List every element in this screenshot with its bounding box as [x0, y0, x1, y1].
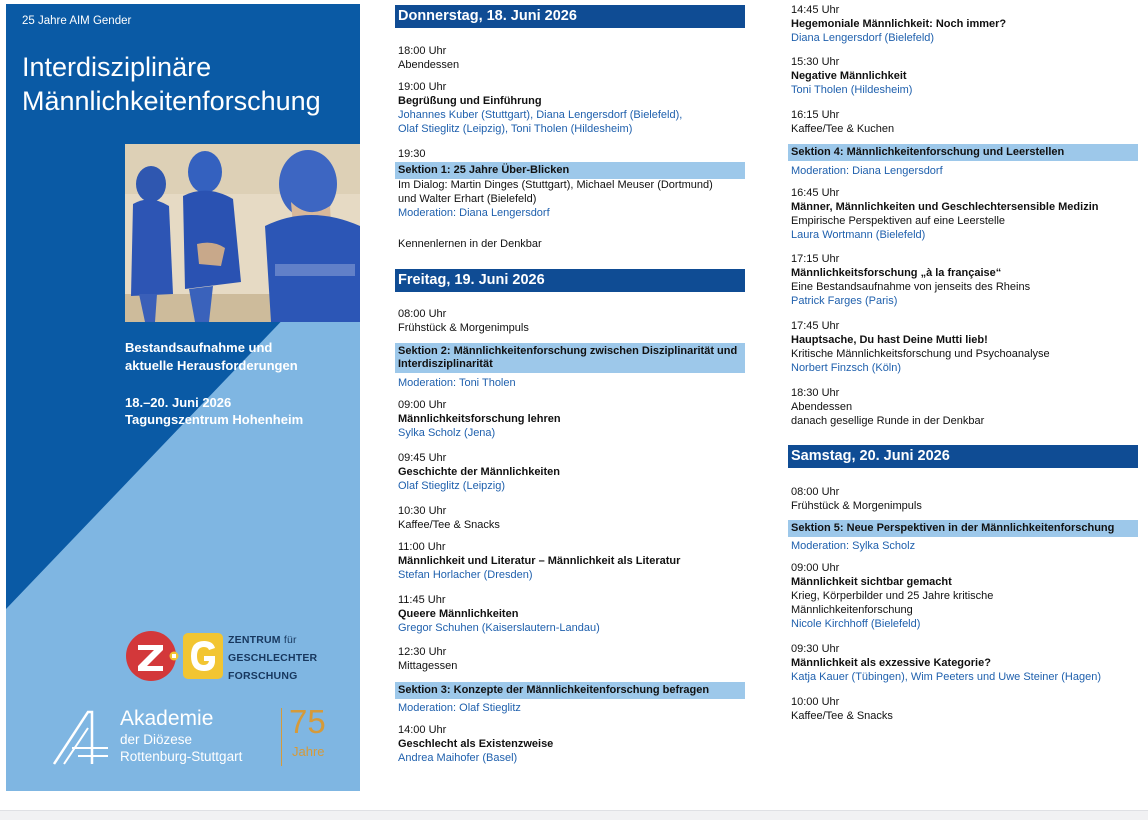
cover-title-line2: Männlichkeitenforschung	[22, 86, 321, 116]
event-text: Krieg, Körperbilder und 25 Jahre kritische	[791, 590, 994, 602]
akademie-line2: der Diözese	[120, 732, 193, 747]
event-time: 10:30 Uhr	[398, 505, 447, 517]
cover-location: Tagungszentrum Hohenheim	[125, 412, 304, 427]
event-time: 17:15 Uhr	[791, 253, 840, 265]
section-header-4: Sektion 4: Männlichkeitenforschung und Leerstellen	[788, 144, 1138, 161]
event-speaker: Patrick Farges (Paris)	[791, 295, 898, 307]
event-title: Hauptsache, Du hast Deine Mutti lieb!	[791, 334, 988, 346]
event-speaker: Olaf Stieglitz (Leipzig), Toni Tholen (Hildesheim)	[398, 123, 633, 135]
event-fri-1715	[791, 252, 1136, 308]
zfg-geschlechter: GESCHLECHTER	[228, 652, 318, 664]
event-text: Kaffee/Tee & Kuchen	[791, 123, 895, 135]
event-time: 11:00 Uhr	[398, 541, 446, 553]
event-text: und Walter Erhart (Bielefeld)	[398, 193, 537, 205]
anniversary-number: 75	[289, 703, 326, 740]
cover-subtitle	[125, 339, 355, 375]
section2-moderation: Moderation: Toni Tholen	[398, 377, 516, 389]
day-header-saturday: Samstag, 20. Juni 2026	[788, 445, 1138, 468]
event-text: Abendessen	[398, 59, 460, 71]
event-title: Männlichkeit als exzessive Kategorie?	[791, 657, 991, 669]
event-fri-1230	[398, 645, 743, 673]
event-time: 19:30	[398, 148, 426, 160]
event-time: 17:45 Uhr	[791, 320, 840, 332]
event-sat-0900	[791, 561, 1136, 631]
event-sat-0930	[791, 642, 1136, 684]
event-time: 12:30 Uhr	[398, 646, 447, 658]
event-speaker: Sylka Scholz (Jena)	[398, 427, 496, 439]
event-fri-1530	[791, 55, 1136, 97]
event-speaker: Norbert Finzsch (Köln)	[791, 362, 902, 374]
event-time: 09:30 Uhr	[791, 643, 840, 655]
event-text: Mittagessen	[398, 660, 458, 672]
section5-moderation: Moderation: Sylka Scholz	[791, 540, 916, 552]
zfg-forschung: FORSCHUNG	[228, 670, 298, 682]
anniversary-word: Jahre	[292, 744, 325, 759]
event-thu-kennenlernen: Kennenlernen in der Denkbar	[398, 238, 542, 250]
event-text: danach gesellige Runde in der Denkbar	[791, 415, 985, 427]
event-text: Eine Bestandsaufnahme von jenseits des Rheins	[791, 281, 1031, 293]
section-header-2: Sektion 2: Männlichkeitenforschung zwischen Disziplinarität und Interdisziplinarität	[395, 343, 745, 373]
event-time: 15:30 Uhr	[791, 56, 840, 68]
event-title: Negative Männlichkeit	[791, 70, 907, 82]
event-fri-1615	[791, 108, 1136, 136]
event-fri-1145	[398, 593, 743, 635]
zfg-zentrum: ZENTRUM	[228, 634, 281, 646]
event-title: Queere Männlichkeiten	[398, 608, 519, 620]
event-time: 08:00 Uhr	[791, 486, 840, 498]
day-header-friday: Freitag, 19. Juni 2026	[395, 269, 745, 292]
cover-kicker: 25 Jahre AIM Gender	[22, 15, 132, 27]
cover-title-line1: Interdisziplinäre	[22, 52, 212, 82]
cover-subtitle-line2: aktuelle Herausforderungen	[125, 358, 298, 373]
event-text: Frühstück & Morgenimpuls	[791, 500, 922, 512]
event-fri-1030	[398, 504, 743, 532]
event-thu-1930-time	[398, 147, 743, 161]
section-header-5: Sektion 5: Neue Perspektiven in der Männlichkeitenforschung	[788, 520, 1138, 537]
event-title: Hegemoniale Männlichkeit: Noch immer?	[791, 18, 1007, 30]
akademie-name: Akademie	[120, 707, 214, 730]
event-text: Kaffee/Tee & Snacks	[398, 519, 500, 531]
zfg-logo-text	[228, 631, 317, 685]
cover-title	[22, 50, 360, 118]
viewer-bottom-strip	[0, 810, 1148, 820]
event-time: 19:00 Uhr	[398, 81, 447, 93]
event-speaker: Andrea Maihofer (Basel)	[398, 752, 518, 764]
section-header-1: Sektion 1: 25 Jahre Über-Blicken	[395, 162, 745, 179]
event-title: Männlichkeit sichtbar gemacht	[791, 576, 952, 588]
event-fri-0945	[398, 451, 743, 493]
event-title: Geschlecht als Existenzweise	[398, 738, 554, 750]
event-sat-0800	[791, 485, 1136, 513]
event-speaker: Katja Kauer (Tübingen), Wim Peeters und Uwe Steiner (Hagen)	[791, 671, 1101, 683]
event-text: Kaffee/Tee & Snacks	[791, 710, 893, 722]
event-time: 14:00 Uhr	[398, 724, 447, 736]
event-text: Männlichkeitenforschung	[791, 604, 913, 616]
event-speaker: Diana Lengersdorf (Bielefeld)	[791, 32, 935, 44]
event-fri-0900	[398, 398, 743, 440]
event-speaker: Gregor Schuhen (Kaiserslautern-Landau)	[398, 622, 600, 634]
akademie-divider	[281, 708, 282, 766]
day-header-thursday: Donnerstag, 18. Juni 2026	[395, 5, 745, 28]
event-title: Geschichte der Männlichkeiten	[398, 466, 560, 478]
cover-painting	[125, 144, 360, 322]
event-text: Frühstück & Morgenimpuls	[398, 322, 529, 334]
zfg-logo	[125, 627, 355, 689]
event-time: 11:45 Uhr	[398, 594, 446, 606]
event-title: Männer, Männlichkeiten und Geschlechtersensible Medizin	[791, 201, 1099, 213]
event-time: 18:00 Uhr	[398, 45, 447, 57]
cover-date-location	[125, 394, 355, 428]
akademie-logo	[52, 704, 352, 774]
section3-moderation: Moderation: Olaf Stieglitz	[398, 702, 521, 714]
event-time: 08:00 Uhr	[398, 308, 447, 320]
section4-moderation: Moderation: Diana Lengersdorf	[791, 165, 943, 177]
event-text: Im Dialog: Martin Dinges (Stuttgart), Michael Meuser (Dortmund)	[398, 179, 713, 191]
event-moderation: Moderation: Diana Lengersdorf	[398, 207, 550, 219]
event-time: 18:30 Uhr	[791, 387, 840, 399]
event-text: Kritische Männlichkeitsforschung und Psychoanalyse	[791, 348, 1050, 360]
event-speaker: Johannes Kuber (Stuttgart), Diana Lengersdorf (Bielefeld),	[398, 109, 683, 121]
akademie-logo-icon	[52, 708, 110, 766]
event-title: Männlichkeitsforschung lehren	[398, 413, 561, 425]
cover-subtitle-line1: Bestandsaufnahme und	[125, 340, 273, 355]
event-speaker: Nicole Kirchhoff (Bielefeld)	[791, 618, 921, 630]
event-text: Empirische Perspektiven auf eine Leerstelle	[791, 215, 1006, 227]
event-fri-1400	[398, 723, 743, 765]
event-time: 14:45 Uhr	[791, 4, 840, 16]
cover-panel	[6, 4, 360, 791]
event-time: 16:45 Uhr	[791, 187, 840, 199]
event-fri-1645	[791, 186, 1136, 242]
event-sat-1000	[791, 695, 1136, 723]
event-time: 09:00 Uhr	[791, 562, 840, 574]
event-fri-1745	[791, 319, 1136, 375]
event-title: Begrüßung und Einführung	[398, 95, 542, 107]
event-title: Männlichkeitsforschung „à la française“	[791, 267, 1002, 279]
event-fri-1445	[791, 3, 1136, 45]
zfg-fuer: für	[283, 634, 297, 646]
event-time: 09:45 Uhr	[398, 452, 447, 464]
event-time: 10:00 Uhr	[791, 696, 840, 708]
event-thu-section1-dialog	[398, 178, 743, 220]
event-text: Abendessen	[791, 401, 853, 413]
event-fri-1100	[398, 540, 743, 582]
event-fri-1830	[791, 386, 1136, 428]
zfg-logo-icon	[125, 630, 223, 682]
event-speaker: Toni Tholen (Hildesheim)	[791, 84, 913, 96]
event-speaker: Olaf Stieglitz (Leipzig)	[398, 480, 505, 492]
event-thu-1900	[398, 80, 743, 136]
event-time: 16:15 Uhr	[791, 109, 840, 121]
section-header-3: Sektion 3: Konzepte der Männlichkeitenforschung befragen	[395, 682, 745, 699]
event-time: 09:00 Uhr	[398, 399, 447, 411]
event-title: Männlichkeit und Literatur – Männlichkeit als Literatur	[398, 555, 681, 567]
cover-date: 18.–20. Juni 2026	[125, 395, 232, 410]
event-speaker: Stefan Horlacher (Dresden)	[398, 569, 533, 581]
akademie-line3: Rottenburg-Stuttgart	[120, 749, 243, 764]
event-fri-0800	[398, 307, 743, 335]
event-speaker: Laura Wortmann (Bielefeld)	[791, 229, 926, 241]
event-thu-1800	[398, 44, 743, 72]
